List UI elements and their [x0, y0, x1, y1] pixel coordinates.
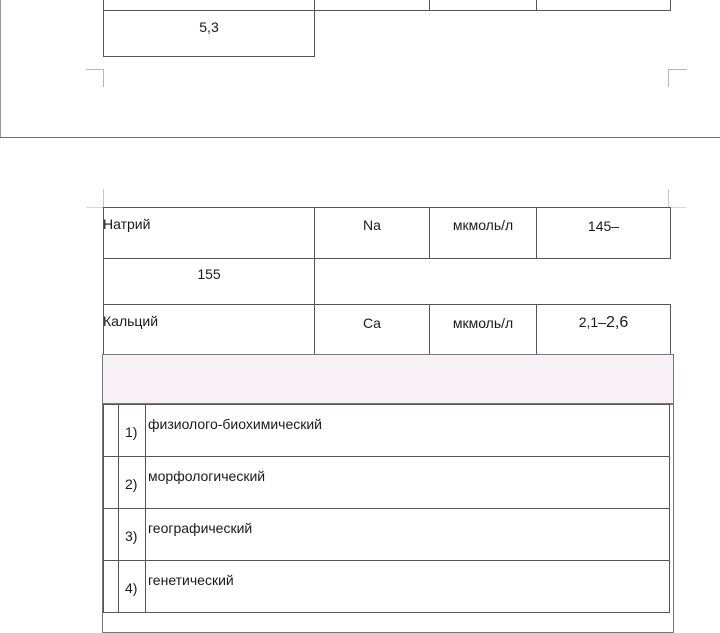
table-cell: [429, 207, 537, 259]
reference-range: 145–: [587, 218, 620, 234]
option-label: географический: [148, 520, 253, 536]
column-divider: [145, 404, 146, 613]
table-cell: [103, 207, 315, 259]
option-label: физиолого-биохимический: [148, 416, 322, 432]
page-break: [0, 137, 720, 138]
range-end: 2,6: [606, 314, 629, 331]
margin-corner-mark: [103, 189, 104, 207]
table-cell: [103, 304, 315, 356]
page-edge: [0, 0, 1, 138]
table-cell: [429, 0, 537, 11]
option-number: 4): [125, 580, 138, 596]
range-start: 2,1–: [578, 314, 606, 330]
element-symbol: Na: [363, 217, 381, 233]
margin-corner-mark: [668, 189, 669, 207]
element-name: Кальций: [103, 313, 159, 329]
shaded-band: [102, 354, 674, 405]
option-number: 3): [125, 528, 138, 544]
element-name: Натрий: [103, 216, 151, 232]
unit: мкмоль/л: [452, 217, 514, 233]
reference-range: [536, 314, 671, 331]
unit: мкмоль/л: [452, 315, 514, 331]
range-continuation: 5,3: [199, 19, 219, 35]
range-continuation: 155: [197, 266, 221, 282]
table-cell: [314, 207, 430, 259]
option-label: генетический: [148, 572, 234, 588]
column-divider: [118, 404, 119, 613]
margin-corner-mark: [86, 69, 104, 87]
table-cell: [314, 0, 430, 11]
margin-corner-mark: [668, 69, 687, 87]
option-number: 1): [125, 424, 138, 440]
option-label: морфологический: [148, 468, 266, 484]
option-number: 2): [125, 476, 138, 492]
element-symbol: Ca: [363, 315, 381, 331]
table-cell: [536, 0, 671, 11]
